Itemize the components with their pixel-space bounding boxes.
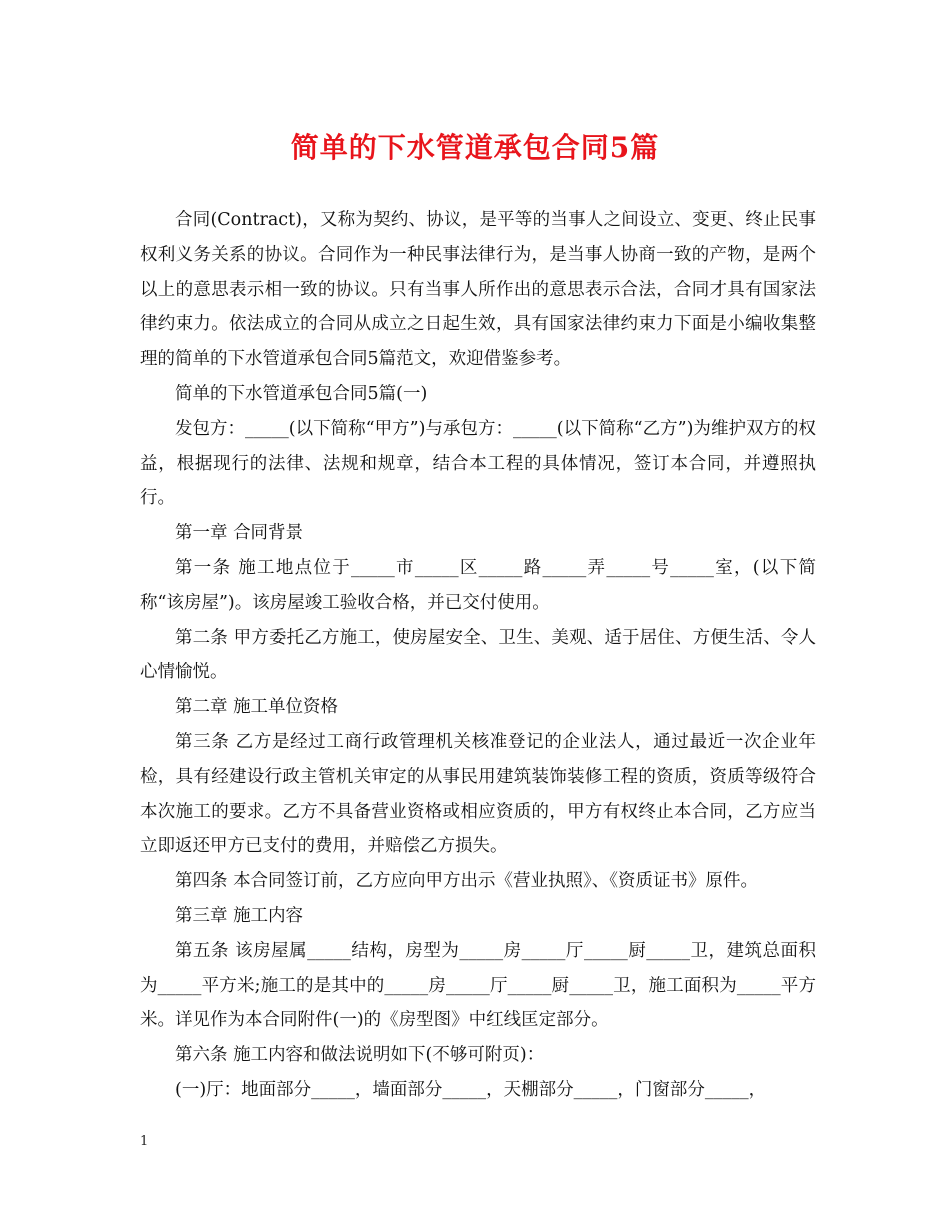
paragraph: 第六条 施工内容和做法说明如下(不够可附页)： [175,1045,545,1066]
page-number: 1 [140,1134,149,1149]
paragraph: 发包方：_____(以下简称“甲方”)与承包方：_____(以下简称“乙方”)为维护双方的权益，根据现行的法律、法规和规章，结合本工程的具体情况，签订本合同，并遵照执行。 [140,418,816,509]
paragraph: 合同(Contract)，又称为契约、协议，是平等的当事人之间设立、变更、终止民事权利义务关系的协议。合同作为一种民事法律行为，是当事人协商一致的产物，是两个以上的意思表示相一致的协议。只有当事人所作出的意思表示合法，合同才具有国家法律约束力。依法成立的合同从成立之日起生效，具有国家法律约束力下面是小编收集整理的简单的下水管道承包合同5篇范文，欢迎借鉴参考。 [140,210,816,370]
paragraph: 第四条 本合同签订前，乙方应向甲方出示《营业执照》、《资质证书》原件。 [175,871,759,892]
paragraph: (一)厅：地面部分_____，墙面部分_____，天棚部分_____，门窗部分_____， [175,1079,767,1100]
paragraph: 第一章 合同背景 [175,523,304,544]
document-body [140,203,816,1108]
document-title: 简单的下水管道承包合同5篇 [290,131,660,164]
paragraph: 第一条 施工地点位于_____市_____区_____路_____弄_____号_____室，(以下简称“该房屋”)。该房屋竣工验收合格，并已交付使用。 [140,557,816,613]
paragraph: 第二条 甲方委托乙方施工，使房屋安全、卫生、美观、适于居住、方便生活、令人心情愉悦。 [140,627,816,683]
paragraph: 第二章 施工单位资格 [175,697,339,718]
paragraph: 第三章 施工内容 [175,905,304,926]
paragraph: 第三条 乙方是经过工商行政管理机关核准登记的企业法人，通过最近一次企业年检，具有经建设行政主管机关审定的从事民用建筑装饰装修工程的资质，资质等级符合本次施工的要求。乙方不具备营业资格或相应资质的，甲方有权终止本合同，乙方应当立即返还甲方已支付的费用，并赔偿乙方损失。 [140,731,816,857]
paragraph: 简单的下水管道承包合同5篇(一) [175,383,428,404]
paragraph: 第五条 该房屋属_____结构，房型为_____房_____厅_____厨_____卫，建筑总面积为_____平方米;施工的是其中的_____房_____厅_____厨_____卫，施工面积为_____平方米。详见作为本合同附件(一)的《房型图》中红线匡定部分。 [140,940,816,1031]
